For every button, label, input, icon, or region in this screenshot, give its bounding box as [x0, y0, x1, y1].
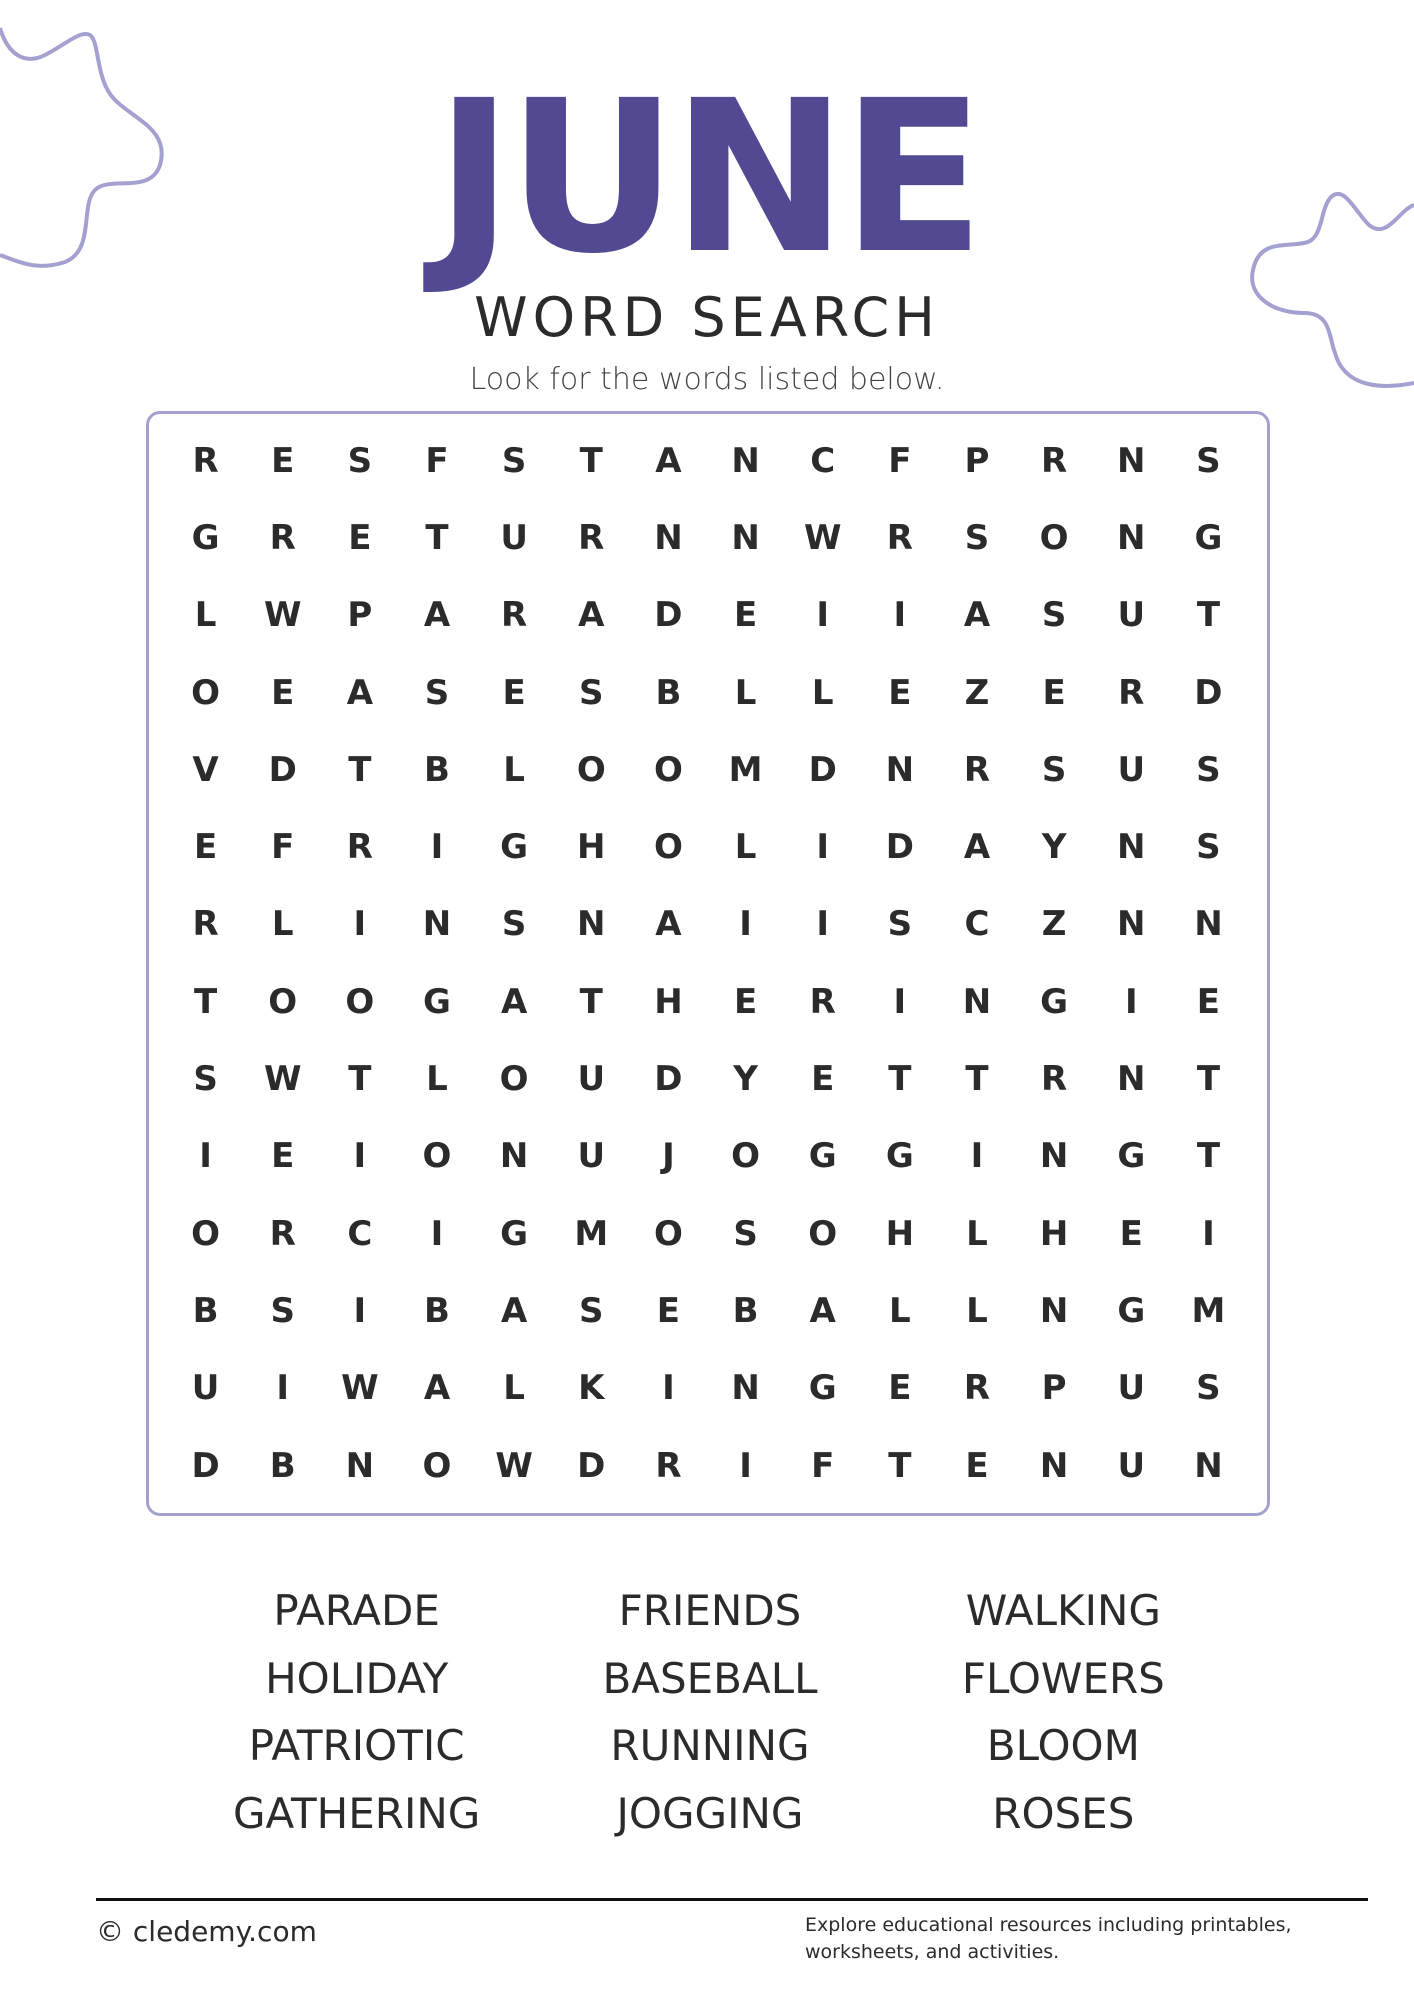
grid-letter: L	[734, 672, 757, 713]
grid-letter: I	[816, 904, 830, 945]
grid-letter: D	[654, 1059, 683, 1100]
grid-letter: O	[268, 981, 298, 1022]
grid-letter: R	[192, 904, 219, 945]
grid-letter: N	[1117, 904, 1146, 945]
grid-letter: S	[501, 904, 527, 945]
grid-letter: A	[500, 981, 528, 1022]
word-list-item: BASEBALL	[602, 1653, 818, 1703]
grid-letter: N	[1117, 517, 1146, 558]
grid-letter: A	[346, 672, 374, 713]
grid-letter: R	[346, 827, 373, 868]
grid-row	[167, 1272, 1247, 1349]
grid-letter: Z	[1041, 904, 1067, 945]
grid-row	[167, 1195, 1247, 1272]
grid-letter: M	[728, 749, 763, 790]
grid-letter: A	[655, 440, 682, 481]
grid-letter: O	[191, 672, 221, 713]
grid-letter: O	[422, 1136, 452, 1177]
grid-letter: G	[808, 1136, 837, 1177]
grid-letter: O	[653, 1213, 683, 1254]
grid-letter: S	[1196, 749, 1221, 790]
footer-divider	[96, 1898, 1368, 1901]
word-list-item: RUNNING	[610, 1721, 810, 1770]
word-list-item: BLOOM	[986, 1721, 1140, 1770]
grid-letter: R	[809, 981, 836, 1022]
grid-letter: B	[269, 1445, 296, 1486]
grid-letter: E	[348, 517, 372, 558]
grid-letter: O	[731, 1136, 761, 1177]
grid-letter: I	[1124, 981, 1138, 1022]
grid-letter: I	[816, 595, 830, 636]
grid-letter: O	[808, 1213, 838, 1254]
grid-letter: N	[499, 1136, 529, 1177]
grid-letter: P	[964, 440, 990, 481]
grid-letter: I	[353, 904, 367, 945]
grid-row	[167, 963, 1247, 1040]
grid-letter: S	[964, 517, 990, 558]
grid-letter: S	[1041, 595, 1067, 636]
grid-letter: A	[423, 595, 451, 636]
grid-letter: N	[654, 517, 683, 558]
grid-letter: G	[423, 981, 451, 1022]
word-list-item: FLOWERS	[961, 1653, 1165, 1703]
grid-letter: N	[577, 904, 606, 945]
grid-letter: E	[965, 1445, 989, 1486]
grid-letter: U	[1117, 595, 1146, 636]
grid-row	[167, 422, 1247, 499]
grid-letter: I	[739, 1445, 752, 1486]
grid-letter: B	[732, 1290, 759, 1331]
grid-letter: H	[577, 827, 606, 868]
grid-letter: U	[1117, 749, 1146, 790]
grid-letter: T	[579, 981, 603, 1022]
grid-letter: T	[888, 1059, 912, 1100]
grid-letter: L	[889, 1290, 911, 1331]
grid-letter: B	[192, 1290, 219, 1331]
word-list	[180, 1577, 1240, 1847]
grid-letter: R	[1118, 672, 1145, 713]
grid-letter: A	[809, 1290, 836, 1331]
grid-row	[167, 731, 1247, 808]
grid-letter: R	[886, 517, 913, 558]
page-title: JUNE	[435, 55, 979, 300]
grid-letter: I	[893, 981, 907, 1022]
grid-letter: E	[888, 1368, 912, 1409]
grid-row	[167, 808, 1247, 885]
grid-letter: O	[499, 1059, 529, 1100]
grid-letter: T	[965, 1059, 989, 1100]
grid-letter: I	[276, 1368, 290, 1409]
grid-letter: T	[425, 517, 449, 558]
grid-letter: N	[1039, 1445, 1069, 1486]
grid-letter: R	[578, 517, 605, 558]
grid-letter: N	[345, 1445, 375, 1486]
grid-letter: Z	[964, 672, 990, 713]
grid-letter: Y	[1041, 827, 1067, 868]
grid-letter: E	[271, 440, 295, 481]
word-list-item: PATRIOTIC	[248, 1721, 465, 1770]
grid-letter: G	[500, 1213, 529, 1254]
grid-letter: N	[1117, 827, 1146, 868]
grid-letter: I	[970, 1136, 984, 1177]
grid-letter: K	[578, 1368, 605, 1409]
grid-letter: I	[1202, 1213, 1215, 1254]
grid-letter: L	[503, 749, 525, 790]
grid-letter: N	[962, 981, 992, 1022]
grid-letter: G	[500, 827, 529, 868]
word-list-item: PARADE	[273, 1586, 440, 1635]
grid-letter: B	[424, 749, 450, 790]
word-list-item: FRIENDS	[618, 1586, 802, 1635]
grid-letter: T	[348, 1059, 372, 1100]
grid-letter: N	[731, 440, 760, 481]
grid-letter: A	[500, 1290, 528, 1331]
grid-letter: N	[731, 1368, 760, 1409]
grid-letter: F	[888, 440, 912, 481]
grid-letter: F	[811, 1445, 835, 1486]
grid-letter: L	[966, 1213, 988, 1254]
grid-letter: R	[963, 1368, 991, 1409]
footer-site: © cledemy.com	[96, 1915, 317, 1948]
grid-letter: U	[1117, 1368, 1146, 1409]
grid-letter: L	[734, 827, 757, 868]
grid-letter: R	[1041, 1059, 1068, 1100]
word-list-column	[533, 1577, 886, 1847]
grid-letter: W	[495, 1445, 533, 1486]
grid-letter: U	[577, 1136, 606, 1177]
grid-letter: D	[577, 1445, 606, 1486]
grid-letter: R	[1041, 440, 1068, 481]
grid-letter: L	[503, 1368, 525, 1409]
grid-letter: E	[193, 827, 218, 868]
grid-letter: I	[353, 1136, 367, 1177]
grid-letter: D	[268, 749, 297, 790]
grid-letter: I	[893, 595, 907, 636]
grid-letter: D	[191, 1445, 220, 1486]
grid-letter: F	[425, 440, 449, 481]
grid-letter: E	[271, 1136, 295, 1177]
grid-letter: R	[963, 749, 991, 790]
grid-letter: E	[271, 672, 295, 713]
grid-letter: D	[885, 827, 914, 868]
grid-row	[167, 1118, 1247, 1195]
grid-letter: O	[422, 1445, 452, 1486]
grid-letter: S	[193, 1059, 218, 1100]
grid-letter: R	[269, 1213, 296, 1254]
word-list-column	[887, 1577, 1240, 1847]
grid-letter: S	[347, 440, 373, 481]
grid-letter: D	[808, 749, 837, 790]
grid-letter: T	[888, 1445, 912, 1486]
grid-letter: S	[1196, 440, 1221, 481]
grid-letter: R	[655, 1445, 682, 1486]
grid-letter: G	[885, 1136, 914, 1177]
grid-letter: S	[579, 1290, 604, 1331]
grid-letter: M	[1191, 1290, 1226, 1331]
grid-letter: E	[656, 1290, 681, 1331]
grid-letter: P	[1041, 1368, 1067, 1409]
grid-letter: D	[654, 595, 683, 636]
grid-letter: S	[1196, 1368, 1221, 1409]
grid-letter: Y	[733, 1059, 758, 1100]
grid-letter: G	[1040, 981, 1069, 1022]
grid-letter: I	[662, 1368, 675, 1409]
grid-row	[167, 1350, 1247, 1427]
footer-tagline: Explore educational resources including printables, worksheets, and activities.	[805, 1914, 1292, 1963]
grid-row	[167, 1427, 1247, 1504]
grid-letter: S	[501, 440, 527, 481]
grid-letter: J	[662, 1136, 675, 1177]
grid-letter: H	[1039, 1213, 1069, 1254]
grid-letter: T	[1196, 1059, 1221, 1100]
grid-letter: G	[1194, 517, 1223, 558]
grid-letter: L	[966, 1290, 988, 1331]
grid-letter: B	[655, 672, 682, 713]
grid-row	[167, 886, 1247, 963]
grid-letter: I	[430, 1213, 444, 1254]
grid-letter: L	[194, 595, 217, 636]
grid-letter: W	[263, 595, 302, 636]
word-list-column	[180, 1577, 533, 1847]
grid-letter: D	[1194, 672, 1223, 713]
grid-row	[167, 577, 1247, 654]
grid-letter: G	[191, 517, 220, 558]
grid-letter: U	[191, 1368, 220, 1409]
grid-letter: E	[733, 981, 758, 1022]
grid-letter: G	[1117, 1136, 1146, 1177]
grid-letter: T	[348, 749, 372, 790]
grid-row	[167, 1040, 1247, 1117]
grid-letter: R	[269, 517, 296, 558]
grid-letter: B	[424, 1290, 450, 1331]
grid-letter: N	[422, 904, 452, 945]
grid-letter: T	[579, 440, 603, 481]
grid-letter: O	[653, 749, 683, 790]
grid-letter: O	[653, 827, 683, 868]
grid-letter: W	[803, 517, 842, 558]
grid-letter: S	[733, 1213, 758, 1254]
grid-letter: G	[808, 1368, 837, 1409]
grid-letter: L	[426, 1059, 448, 1100]
word-list-item: GATHERING	[233, 1788, 481, 1838]
grid-letter: G	[1117, 1290, 1146, 1331]
grid-letter: N	[1039, 1290, 1069, 1331]
grid-letter: E	[811, 1059, 835, 1100]
grid-letter: E	[1119, 1213, 1143, 1254]
grid-letter: N	[1194, 1445, 1223, 1486]
grid-letter: F	[271, 827, 295, 868]
grid-letter: L	[811, 672, 834, 713]
grid-letter: O	[1039, 517, 1069, 558]
grid-letter: E	[1196, 981, 1221, 1022]
grid-letter: H	[885, 1213, 915, 1254]
grid-letter: S	[579, 672, 604, 713]
grid-letter: S	[1196, 827, 1221, 868]
grid-letter: O	[576, 749, 606, 790]
grid-letter: I	[816, 827, 830, 868]
grid-letter: I	[353, 1290, 367, 1331]
grid-letter: L	[271, 904, 294, 945]
grid-letter: P	[347, 595, 373, 636]
word-list-item: ROSES	[992, 1788, 1135, 1838]
grid-letter: C	[347, 1213, 373, 1254]
grid-letter: H	[654, 981, 683, 1022]
grid-letter: N	[1117, 440, 1146, 481]
grid-letter: O	[191, 1213, 221, 1254]
grid-row	[167, 499, 1247, 576]
grid-letter: E	[888, 672, 912, 713]
grid-letter: N	[731, 517, 760, 558]
grid-letter: N	[885, 749, 915, 790]
grid-letter: R	[501, 595, 528, 636]
word-search-grid	[167, 422, 1247, 1504]
grid-letter: N	[1039, 1136, 1069, 1177]
grid-letter: T	[1196, 595, 1221, 636]
grid-letter: E	[733, 595, 758, 636]
grid-letter: U	[1117, 1445, 1146, 1486]
grid-letter: E	[502, 672, 526, 713]
grid-letter: W	[263, 1059, 302, 1100]
grid-letter: A	[963, 595, 991, 636]
grid-letter: S	[424, 672, 450, 713]
grid-letter: C	[964, 904, 990, 945]
grid-letter: I	[199, 1136, 212, 1177]
grid-letter: R	[192, 440, 219, 481]
grid-letter: T	[193, 981, 218, 1022]
grid-letter: A	[578, 595, 605, 636]
word-list-item: HOLIDAY	[265, 1653, 449, 1703]
grid-row	[167, 654, 1247, 731]
grid-letter: S	[1041, 749, 1067, 790]
page-subtitle: WORD SEARCH	[474, 286, 940, 349]
grid-letter: N	[1194, 904, 1223, 945]
grid-letter: E	[1042, 672, 1066, 713]
grid-letter: A	[963, 827, 991, 868]
grid-letter: C	[810, 440, 836, 481]
grid-letter: U	[577, 1059, 606, 1100]
instructions-text: Look for the words listed below.	[469, 362, 945, 397]
grid-letter: V	[192, 749, 219, 790]
grid-letter: M	[574, 1213, 609, 1254]
grid-letter: S	[270, 1290, 295, 1331]
grid-letter: O	[345, 981, 375, 1022]
grid-letter: T	[1196, 1136, 1221, 1177]
grid-letter: I	[430, 827, 444, 868]
word-list-item: WALKING	[965, 1586, 1161, 1635]
grid-letter: N	[1117, 1059, 1146, 1100]
grid-letter: A	[423, 1368, 451, 1409]
word-list-item: JOGGING	[616, 1788, 804, 1838]
grid-letter: U	[500, 517, 528, 558]
grid-letter: S	[887, 904, 913, 945]
grid-letter: I	[739, 904, 752, 945]
grid-letter: W	[341, 1368, 379, 1409]
grid-letter: A	[655, 904, 682, 945]
